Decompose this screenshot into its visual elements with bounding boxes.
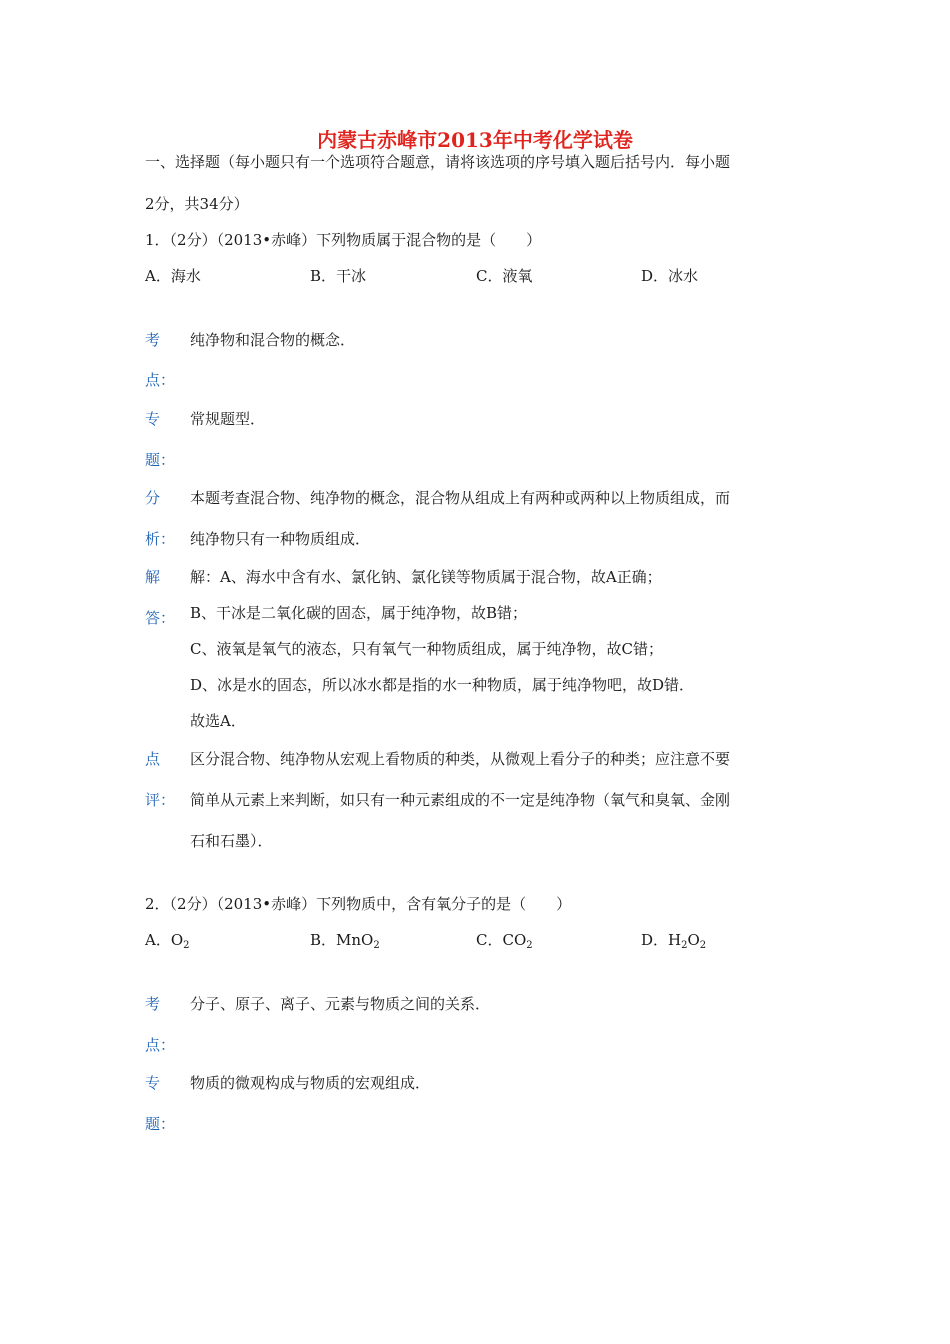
q1-jieda-text-5: 故选A． (190, 712, 246, 730)
q1-dianping-label-2: 评： (145, 791, 176, 809)
q1-fenxi-label-1: 分 (145, 489, 161, 507)
q1-jieda-text-4: D、冰是水的固态，所以冰水都是指的水一种物质，属于纯净物吧，故D错． (190, 676, 695, 694)
question-2-option-b: B．MnO$_2$ (310, 931, 380, 951)
q1-dianping-text-2: 简单从元素上来判断，如只有一种元素组成的不一定是纯净物（氧气和臭氧、金刚 (190, 791, 731, 809)
q1-dianping-label-1: 点 (145, 750, 161, 768)
question-2-option-d: D．$H_2O_2$ (641, 931, 707, 951)
q1-jieda-text-2: B、干冰是二氧化碳的固态，属于纯净物，故B错； (190, 604, 528, 622)
q2-zhuanti-label-1: 专 (145, 1074, 161, 1092)
q1-dianping-text-3: 石和石墨）． (190, 832, 273, 850)
question-2-stem: 2．（2分）（2013•赤峰）下列物质中，含有氧分子的是（ ） (145, 895, 572, 913)
q1-fenxi-text-2: 纯净物只有一种物质组成． (190, 530, 371, 548)
question-2-option-c: C．$CO_2$ (476, 931, 533, 951)
q1-zhuanti-label-1: 专 (145, 410, 161, 428)
section-heading-line1: 一、选择题（每小题只有一个选项符合题意，请将该选项的序号填入题后括号内．每小题 (145, 153, 731, 171)
q2-zhuanti-text: 物质的微观构成与物质的宏观组成． (190, 1074, 431, 1092)
q1-kaodian-text: 纯净物和混合物的概念． (190, 331, 356, 349)
q1-zhuanti-label-2: 题： (145, 451, 176, 469)
question-1-option-a: A．海水 (145, 267, 201, 285)
question-1-option-d: D．冰水 (641, 267, 699, 285)
q2-kaodian-label-1: 考 (145, 995, 161, 1013)
page-title: 内蒙古赤峰市2013年中考化学试卷 (317, 128, 633, 152)
q1-kaodian-label-2: 点： (145, 371, 176, 389)
q1-dianping-text-1: 区分混合物、纯净物从宏观上看物质的种类，从微观上看分子的种类；应注意不要 (190, 750, 731, 768)
question-2-option-a: A．$O_2$ (145, 931, 190, 951)
q1-fenxi-text-1: 本题考查混合物、纯净物的概念，混合物从组成上有两种或两种以上物质组成，而 (190, 489, 731, 507)
section-heading-line2: 2分，共34分） (145, 195, 249, 213)
q1-zhuanti-text: 常规题型． (190, 410, 266, 428)
q1-fenxi-label-2: 析： (145, 530, 176, 548)
q1-kaodian-label-1: 考 (145, 331, 161, 349)
q1-jieda-text-1: 解：A、海水中含有水、氯化钠、氯化镁等物质属于混合物，故A正确； (190, 568, 662, 586)
q2-kaodian-label-2: 点： (145, 1036, 176, 1054)
question-1-option-c: C．液氧 (476, 267, 533, 285)
q1-jieda-label-2: 答： (145, 609, 176, 627)
question-1-option-b: B．干冰 (310, 267, 367, 285)
q1-jieda-text-3: C、液氧是氧气的液态，只有氧气一种物质组成，属于纯净物，故C错； (190, 640, 663, 658)
q2-zhuanti-label-2: 题： (145, 1115, 176, 1133)
q2-kaodian-text: 分子、原子、离子、元素与物质之间的关系． (190, 995, 491, 1013)
q1-jieda-label-1: 解 (145, 568, 161, 586)
question-1-stem: 1．（2分）（2013•赤峰）下列物质属于混合物的是（ ） (145, 231, 542, 249)
